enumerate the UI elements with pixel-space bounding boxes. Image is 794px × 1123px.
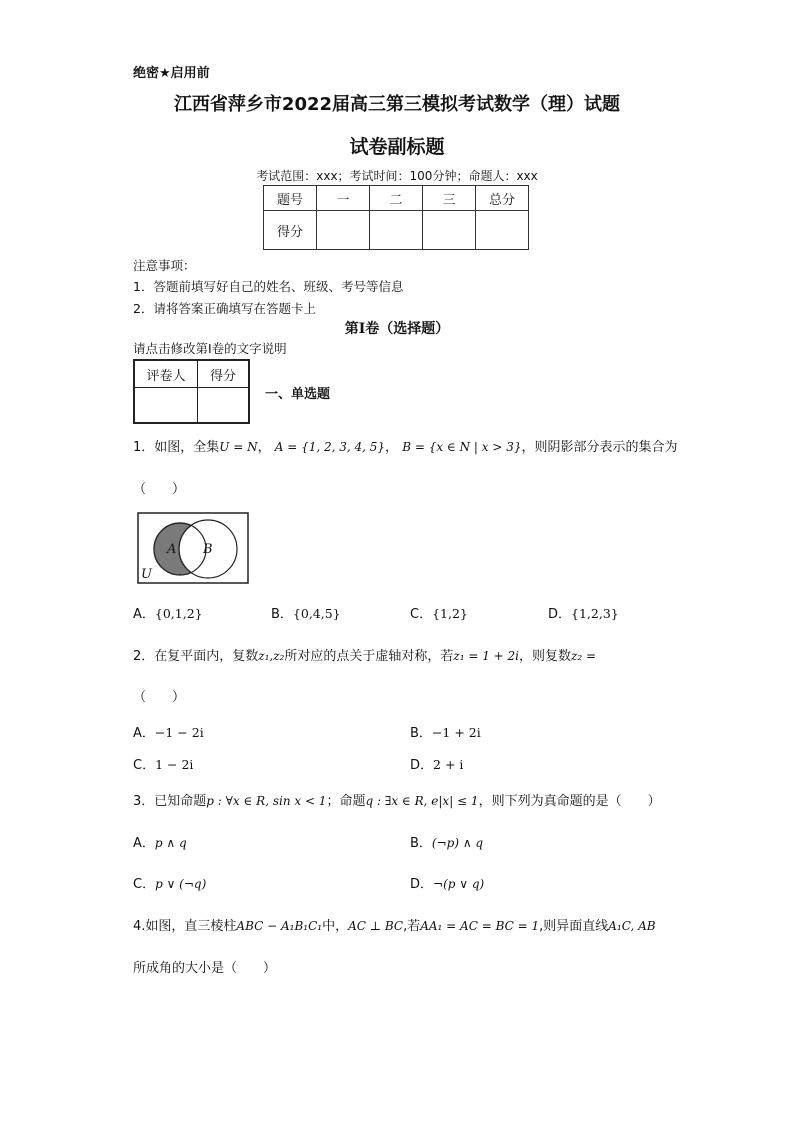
math-expr: z₁ = 1 + 2i xyxy=(453,649,519,663)
option-key: A． xyxy=(133,726,155,741)
question-text: 中， xyxy=(322,919,349,934)
option-a[interactable] xyxy=(133,603,203,622)
math-expr: AA₁ = AC = BC = 1 xyxy=(420,919,540,933)
score-header-cell: 总分 xyxy=(476,186,529,211)
option-value: 1 − 2i xyxy=(155,757,194,772)
score-header-cell: 二 xyxy=(370,186,423,211)
question-text: 所对应的点关于虚轴对称，若 xyxy=(284,649,454,664)
score-blank-cell[interactable] xyxy=(317,211,370,250)
option-key: B． xyxy=(410,726,432,741)
question-1-stem xyxy=(133,436,678,455)
grader-table xyxy=(133,359,250,424)
option-c[interactable] xyxy=(133,754,193,773)
exam-subtitle: 试卷副标题 xyxy=(349,136,445,158)
option-key: C． xyxy=(410,607,433,622)
score-header-cell: 题号 xyxy=(264,186,317,211)
venn-label-u: U xyxy=(141,567,152,582)
option-b[interactable] xyxy=(271,603,341,622)
grader-blank-cell[interactable] xyxy=(134,388,198,424)
question-text: 3．已知命题 xyxy=(133,794,207,809)
grader-blank-cell[interactable] xyxy=(198,388,250,424)
math-expr: U = N xyxy=(219,440,258,454)
question-text: ， xyxy=(385,440,399,455)
question-text: 2．在复平面内，复数 xyxy=(133,649,259,664)
question-text: ，则下列为真命题的是（ ） xyxy=(478,794,661,809)
score-blank-cell[interactable] xyxy=(370,211,423,250)
score-row-label: 得分 xyxy=(264,211,317,250)
question-4-stem xyxy=(133,915,656,934)
option-value: ¬(p ∨ q) xyxy=(433,877,485,891)
question-text: ,若 xyxy=(403,919,421,934)
question-4-stem-line2: 所成角的大小是（ ） xyxy=(133,961,277,976)
exam-info: 考试范围：xxx；考试时间：100分钟；命题人：xxx xyxy=(256,169,538,183)
math-expr: B = {x ∈ N | x > 3} xyxy=(402,440,522,454)
option-key: A． xyxy=(133,836,155,851)
option-value: (¬p) ∧ q xyxy=(431,836,484,850)
question-text: ；命题 xyxy=(326,794,366,809)
math-expr: p : ∀x ∈ R, sin x < 1 xyxy=(206,794,327,808)
score-header-cell: 一 xyxy=(317,186,370,211)
question-text: 1．如图，全集 xyxy=(133,440,220,455)
question-3-stem xyxy=(133,790,661,809)
answer-paren: （ ） xyxy=(133,690,186,705)
option-c[interactable] xyxy=(133,873,206,892)
option-key: A． xyxy=(133,607,155,622)
notice-item: 2．请将答案正确填写在答题卡上 xyxy=(133,301,316,316)
question-text: ，则复数 xyxy=(519,649,572,664)
question-2-stem xyxy=(133,645,596,664)
option-a[interactable] xyxy=(133,832,187,851)
option-d[interactable] xyxy=(548,603,619,622)
answer-paren: （ ） xyxy=(133,482,186,497)
option-key: D． xyxy=(410,758,434,773)
option-value: −1 + 2i xyxy=(431,725,481,740)
math-expr: z₁,z₂ xyxy=(258,649,285,663)
option-a[interactable] xyxy=(133,722,204,741)
option-d[interactable] xyxy=(410,754,463,773)
venn-label-b: B xyxy=(203,542,213,557)
math-expr: z₂ = xyxy=(571,649,597,663)
grader-label: 得分 xyxy=(198,360,250,388)
option-value: p ∨ (¬q) xyxy=(155,877,207,891)
option-value: {1,2,3} xyxy=(571,606,619,621)
option-key: C． xyxy=(133,877,156,892)
option-key: B． xyxy=(271,607,293,622)
option-key: C． xyxy=(133,758,156,773)
option-d[interactable] xyxy=(410,873,484,892)
score-table xyxy=(263,185,529,250)
option-value: p ∧ q xyxy=(154,836,187,850)
question-text: ，则阴影部分表示的集合为 xyxy=(521,440,678,455)
option-value: {0,1,2} xyxy=(154,606,203,621)
option-c[interactable] xyxy=(410,603,468,622)
score-blank-cell[interactable] xyxy=(476,211,529,250)
option-value: 2 + i xyxy=(433,757,464,772)
part-title: 第I卷（选择题） xyxy=(344,321,450,337)
option-b[interactable] xyxy=(410,832,483,851)
confidential-mark: 绝密★启用前 xyxy=(133,66,210,81)
question-text: ， xyxy=(257,440,271,455)
math-expr: A₁C, AB xyxy=(608,919,656,933)
question-text: 4.如图，直三棱柱 xyxy=(133,919,237,934)
option-key: B． xyxy=(410,836,432,851)
venn-diagram xyxy=(137,512,250,584)
venn-label-a: A xyxy=(167,542,177,557)
math-expr: AC ⊥ BC xyxy=(348,919,404,933)
score-blank-cell[interactable] xyxy=(423,211,476,250)
notice-heading: 注意事项： xyxy=(133,258,196,273)
option-value: −1 − 2i xyxy=(154,725,204,740)
math-expr: A = {1, 2, 3, 4, 5} xyxy=(274,440,386,454)
math-expr: ABC − A₁B₁C₁ xyxy=(236,919,323,933)
option-value: {1,2} xyxy=(432,606,468,621)
option-key: D． xyxy=(410,877,434,892)
grader-label: 评卷人 xyxy=(134,360,198,388)
exam-title: 江西省萍乡市2022届高三第三模拟考试数学（理）试题 xyxy=(173,94,621,115)
option-b[interactable] xyxy=(410,722,481,741)
part-description: 请点击修改第I卷的文字说明 xyxy=(133,341,287,356)
option-value: {0,4,5} xyxy=(292,606,341,621)
section-heading: 一、单选题 xyxy=(265,387,331,402)
notice-item: 1．答题前填写好自己的姓名、班级、考号等信息 xyxy=(133,279,404,294)
option-key: D． xyxy=(548,607,572,622)
math-expr: q : ∃x ∈ R, e|x| ≤ 1 xyxy=(365,794,479,808)
score-header-cell: 三 xyxy=(423,186,476,211)
question-text: ,则异面直线 xyxy=(539,919,609,934)
